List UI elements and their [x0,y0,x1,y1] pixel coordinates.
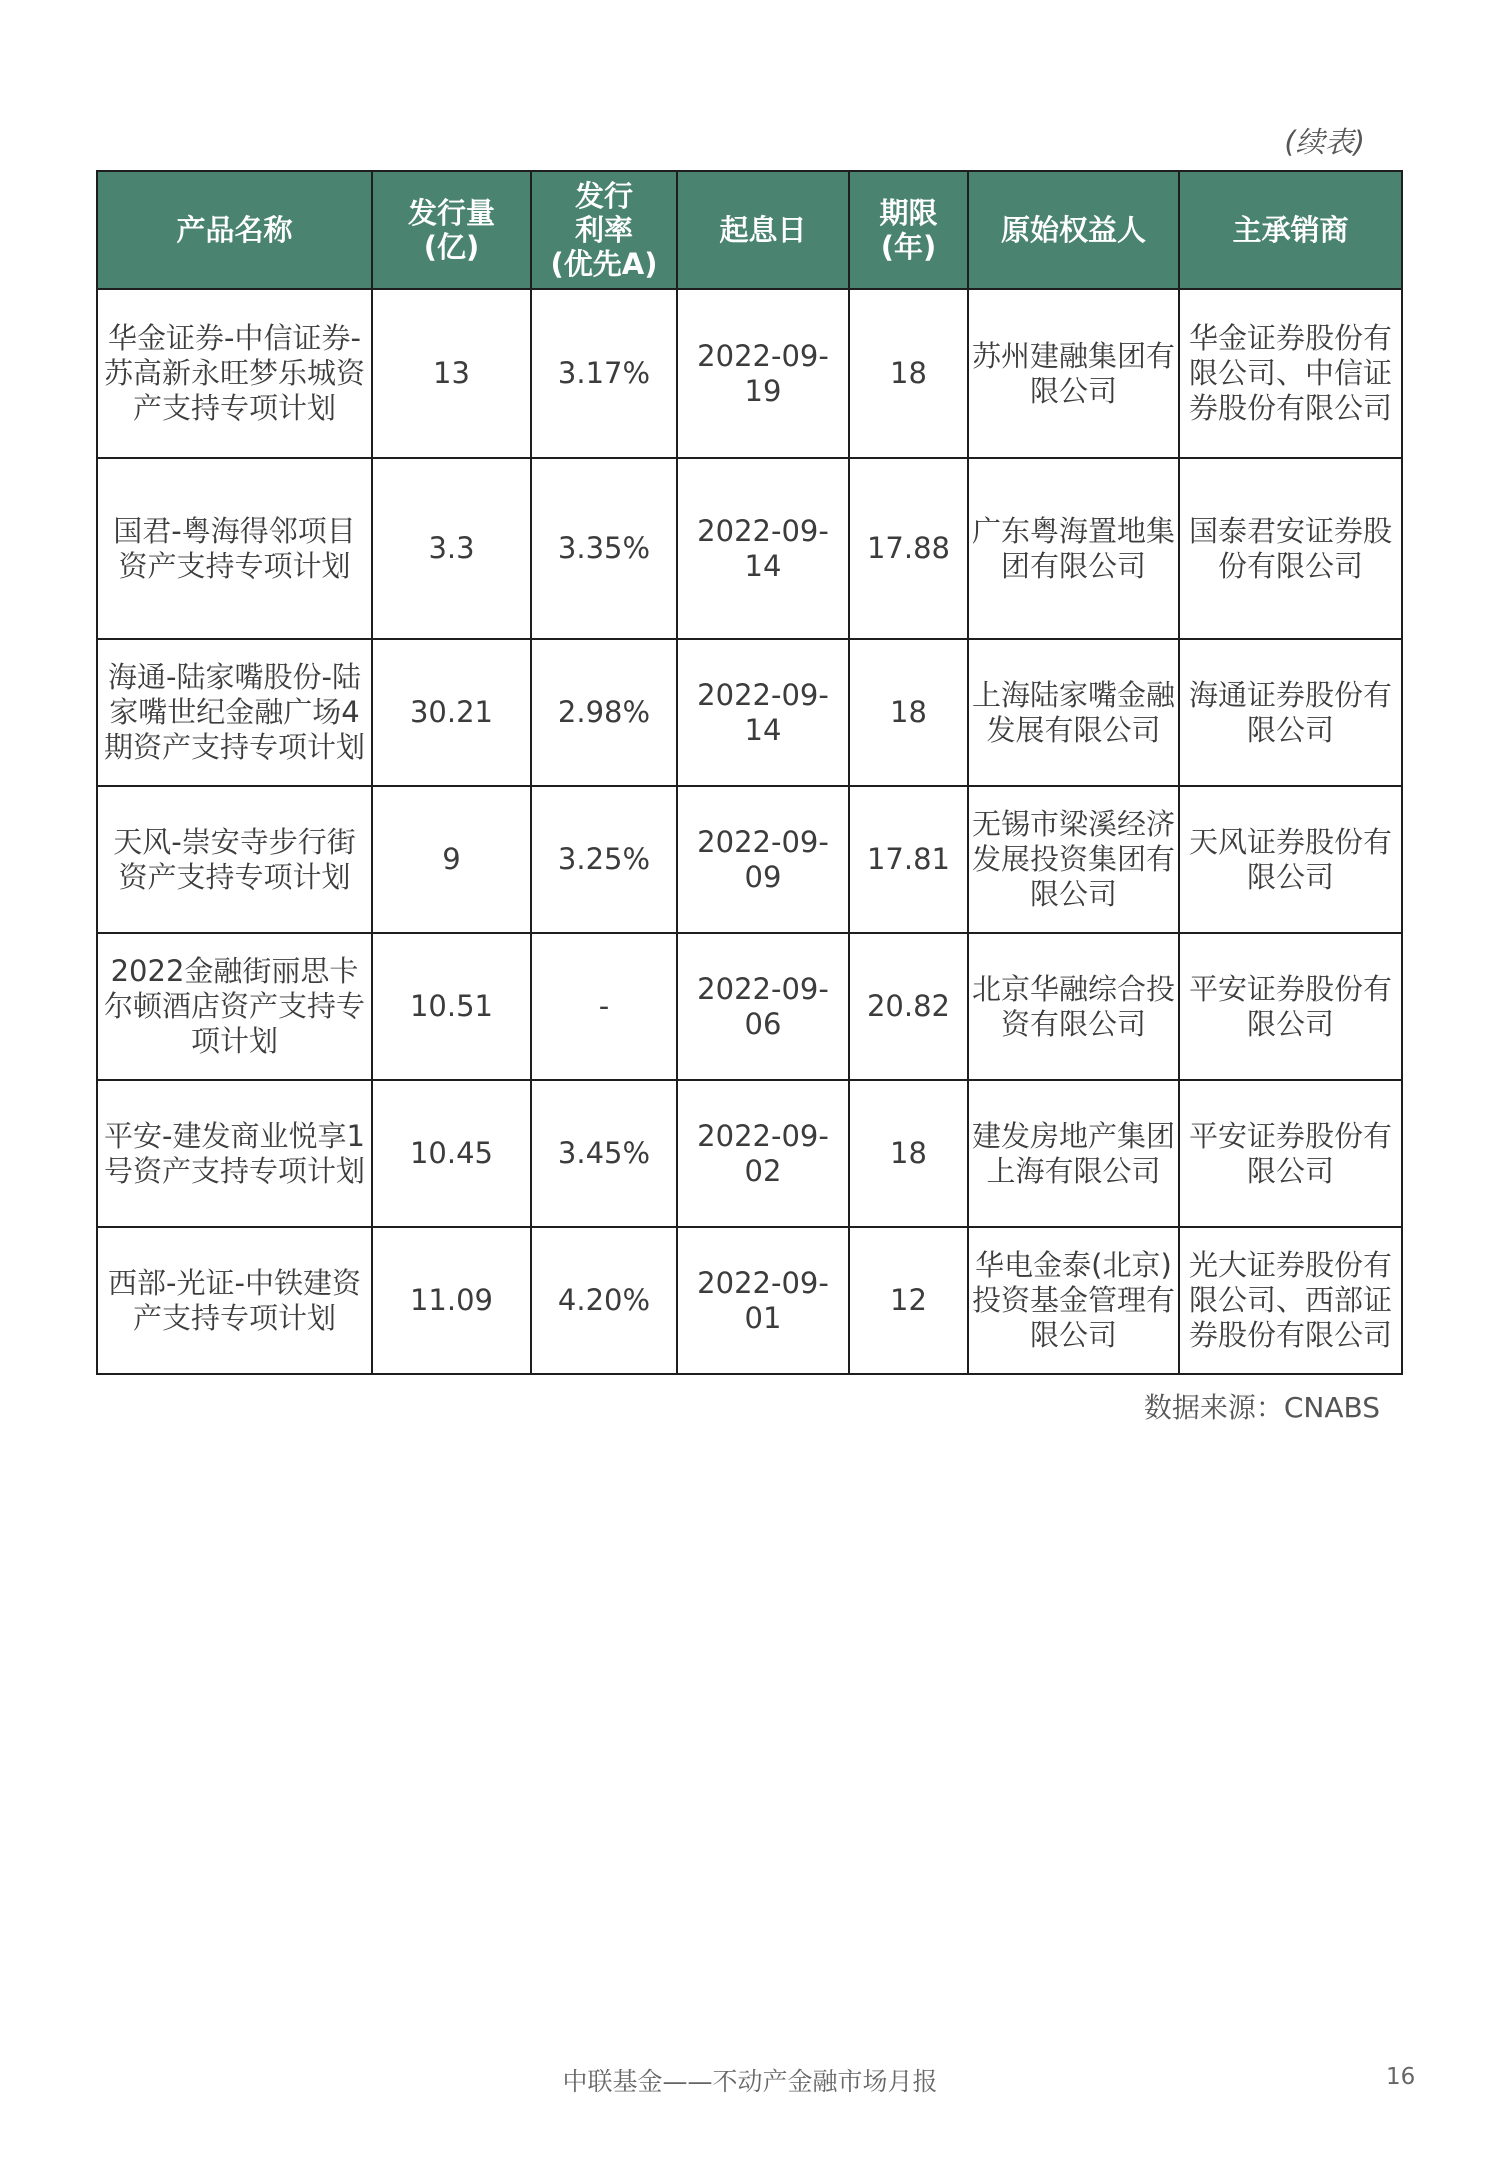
cell-value-date: 2022-09-19 [677,289,849,458]
cell-issue-rate: - [531,933,677,1080]
cell-lead-underwriter: 平安证券股份有限公司 [1179,933,1402,1080]
cell-term: 17.81 [849,786,968,933]
cell-term: 18 [849,639,968,786]
cell-product-name: 天风-崇安寺步行街资产支持专项计划 [97,786,372,933]
cell-issue-size: 10.45 [372,1080,531,1227]
cell-lead-underwriter: 国泰君安证券股份有限公司 [1179,458,1402,639]
cell-term: 20.82 [849,933,968,1080]
abs-issuance-table [96,170,1403,1375]
cell-value-date: 2022-09-06 [677,933,849,1080]
cell-originator: 建发房地产集团上海有限公司 [968,1080,1179,1227]
cell-issue-size: 11.09 [372,1227,531,1374]
cell-lead-underwriter: 平安证券股份有限公司 [1179,1080,1402,1227]
cell-value-date: 2022-09-14 [677,458,849,639]
table-row [97,639,1402,786]
cell-originator: 上海陆家嘴金融发展有限公司 [968,639,1179,786]
table-row [97,1227,1402,1374]
cell-originator: 北京华融综合投资有限公司 [968,933,1179,1080]
cell-product-name: 2022金融街丽思卡尔顿酒店资产支持专项计划 [97,933,372,1080]
cell-lead-underwriter: 华金证券股份有限公司、中信证券股份有限公司 [1179,289,1402,458]
header-value-date: 起息日 [677,171,849,289]
table-row [97,1080,1402,1227]
header-product-name: 产品名称 [97,171,372,289]
cell-issue-size: 10.51 [372,933,531,1080]
cell-term: 18 [849,289,968,458]
cell-originator: 无锡市梁溪经济发展投资集团有限公司 [968,786,1179,933]
header-lead-underwriter: 主承销商 [1179,171,1402,289]
cell-issue-rate: 3.17% [531,289,677,458]
cell-issue-size: 13 [372,289,531,458]
table-row [97,786,1402,933]
cell-value-date: 2022-09-09 [677,786,849,933]
cell-issue-size: 30.21 [372,639,531,786]
table-row [97,458,1402,639]
cell-issue-rate: 3.45% [531,1080,677,1227]
cell-value-date: 2022-09-14 [677,639,849,786]
cell-issue-size: 3.3 [372,458,531,639]
header-issue-rate: 发行 利率 (优先A) [531,171,677,289]
cell-lead-underwriter: 海通证券股份有限公司 [1179,639,1402,786]
cell-issue-rate: 3.35% [531,458,677,639]
cell-value-date: 2022-09-02 [677,1080,849,1227]
cell-originator: 广东粤海置地集团有限公司 [968,458,1179,639]
cell-issue-size: 9 [372,786,531,933]
cell-issue-rate: 2.98% [531,639,677,786]
header-term: 期限 (年) [849,171,968,289]
cell-lead-underwriter: 天风证券股份有限公司 [1179,786,1402,933]
header-issue-size: 发行量 (亿) [372,171,531,289]
cell-term: 12 [849,1227,968,1374]
cell-issue-rate: 4.20% [531,1227,677,1374]
cell-product-name: 平安-建发商业悦享1号资产支持专项计划 [97,1080,372,1227]
continued-label: (续表) [1284,125,1365,159]
cell-product-name: 西部-光证-中铁建资产支持专项计划 [97,1227,372,1374]
cell-product-name: 华金证券-中信证券-苏高新永旺梦乐城资产支持专项计划 [97,289,372,458]
cell-originator: 华电金泰(北京)投资基金管理有限公司 [968,1227,1179,1374]
table-row [97,933,1402,1080]
table-row [97,289,1402,458]
cell-product-name: 海通-陆家嘴股份-陆家嘴世纪金融广场4期资产支持专项计划 [97,639,372,786]
table-header-row [97,171,1402,289]
data-source-note: 数据来源：CNABS [1143,1391,1380,1424]
cell-originator: 苏州建融集团有限公司 [968,289,1179,458]
cell-term: 18 [849,1080,968,1227]
page-number: 16 [1386,2064,1416,2090]
cell-lead-underwriter: 光大证券股份有限公司、西部证券股份有限公司 [1179,1227,1402,1374]
footer-report-title: 中联基金——不动产金融市场月报 [562,2067,938,2096]
cell-issue-rate: 3.25% [531,786,677,933]
cell-value-date: 2022-09-01 [677,1227,849,1374]
header-originator: 原始权益人 [968,171,1179,289]
cell-product-name: 国君-粤海得邻项目资产支持专项计划 [97,458,372,639]
cell-term: 17.88 [849,458,968,639]
